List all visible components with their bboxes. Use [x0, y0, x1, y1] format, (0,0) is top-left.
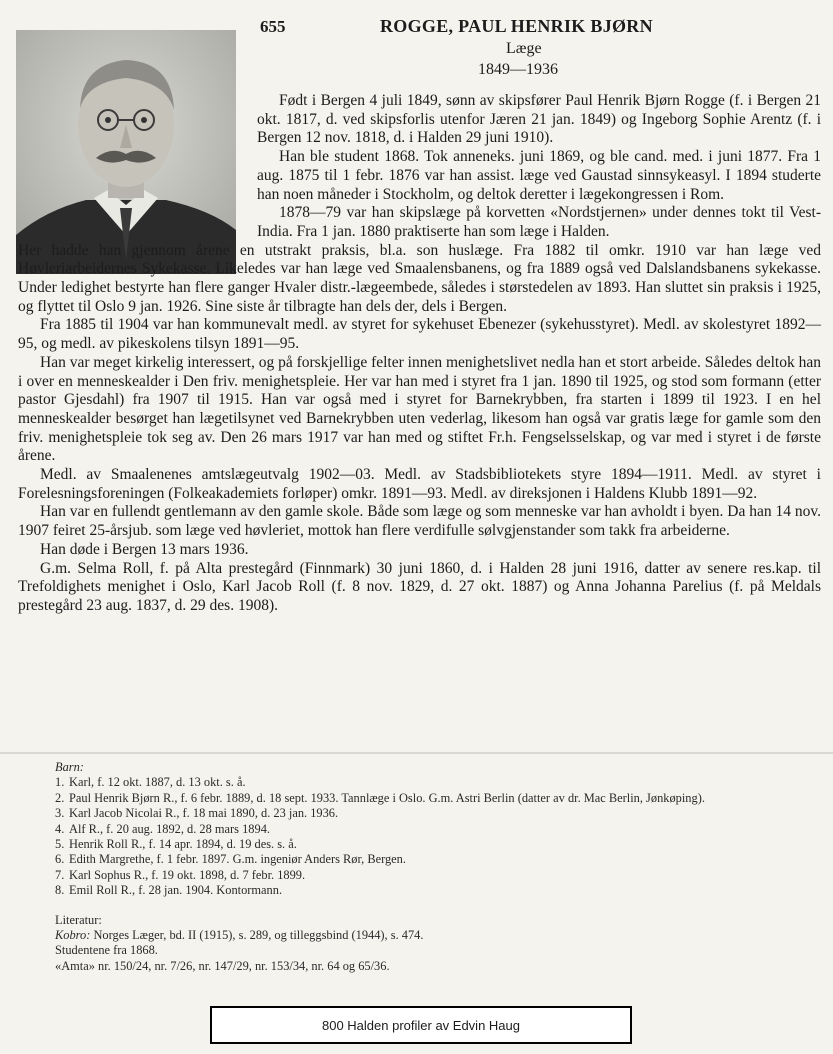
paragraph-ship-doctor: 1878—79 var han skipslæge på korvetten «Nordstjernen» under dennes tokt til Vest-India. Fra 1 jan. 1880 praktiserte han som læge i Halden. [257, 204, 821, 240]
profession: Læge [506, 40, 542, 57]
footnotes [55, 760, 825, 974]
paragraph-board: Fra 1885 til 1904 var han kommunevalt medl. av styret for sykehuset Ebenezer (sykehusstyret). Medl. av skolestyret 1892—95, og medl. av pikeskolens tilsyn 1891—95. [18, 316, 821, 353]
literature-heading: Literatur: [55, 912, 102, 927]
literature-line: «Amta» nr. 150/24, nr. 7/26, nr. 147/29, nr. 153/34, nr. 64 og 65/36. [55, 958, 390, 973]
paragraph-gentleman: Han var en fullendt gentlemann av den gamle skole. Både som læge og som menneske var han avholdt i byen. Da han 14 nov. 1907 feiret 25-årsjub. som læge ved høvleriet, mottok han flere verdifulle sølvgjenstander som takk fra arbeiderne. [18, 503, 821, 540]
list-item: 5. Henrik Roll R., f. 14 apr. 1894, d. 19 des. s. å. [55, 837, 297, 852]
paragraph-education: Han ble student 1868. Tok anneneks. juni 1869, og ble cand. med. i juni 1877. Fra 1 aug. 1875 til 1 febr. 1876 var han assist. læge ved Gaustad sinnsykeasyl. I 1894 studerte han noen måneder i Stockholm, og deltok deretter i lægekongressen i Rom. [257, 148, 821, 203]
list-item: 8. Emil Roll R., f. 28 jan. 1904. Kontormann. [55, 883, 283, 898]
list-item: 6. Edith Margrethe, f. 1 febr. 1897. G.m. ingeniør Anders Rør, Bergen. [55, 852, 406, 867]
page-number: 655 [260, 17, 286, 36]
paragraph-practice: Her hadde han gjennom årene en utstrakt praksis, bl.a. son huslæge. Fra 1882 til omkr. 1910 var han læge ved Høvleriarbeidernes Sykekasse. Likeledes var han læge ved Smaalensbanens, og fra 1889 også ved Dalslandsbanens sykekasse. Under ledighet bestyrte han flere ganger Hvaler distr.-lægeembede, således i størstedelen av 1893. Han sluttet sin praksis i 1925, og flyttet til Oslo 9 jan. 1926. Sine siste år tilbragte han dels der, dels i Bergen. [18, 241, 821, 315]
paragraph-committees: Medl. av Smaalenenes amtslægeutvalg 1902—03. Medl. av Stadsbibliotekets styre 1894—1911. Medl. av styret i Forelesningsforeningen (Folkeakademiets forløper) omkr. 1891—93. Medl. av direksjonen i Haldens Klubb 1891—92. [18, 466, 821, 502]
section-divider [0, 752, 833, 754]
list-item: 7. Karl Sophus R., f. 19 okt. 1898, d. 7 febr. 1899. [55, 867, 306, 882]
paragraph-death: Han døde i Bergen 13 mars 1936. [40, 540, 249, 558]
literature-line: Studentene fra 1868. [55, 943, 158, 958]
paragraph-birth: Født i Bergen 4 juli 1849, sønn av skipsfører Paul Henrik Bjørn Rogge (f. i Bergen 21 okt. 1817, d. ved skipsforlis utenfor Jæren 21 jan. 1849) og Ingeborg Sophie Arentz (f. i Bergen 12 nov. 1818, d. i Halden 29 juni 1910). [257, 92, 821, 147]
list-item: 2. Paul Henrik Bjørn R., f. 6 febr. 1889, d. 18 sept. 1933. Tannlæge i Oslo. G.m. Astri Berlin (datter av dr. Mac Berlin, Jønkøping). [55, 790, 705, 805]
biography-text [0, 92, 833, 616]
caption-box: 800 Halden profiler av Edvin Haug [210, 1006, 632, 1044]
paragraph-church: Han var meget kirkelig interessert, og på forskjellige felter innen menighetslivet nedla han et stort arbeide. Således deltok han i over en menneskealder i Den friv. menighetspleie. Her var han med i styret fra 1 jan. 1890 til 1925, og stod som formann (etter pastor Gjesdahl) fra 1907 til 1915. Han var også med i styret for Barnekrybben, fra starten i 1899 til 1923. I en hel menneskealder besørget han lægetilsynet ved Barnekrybben uten vederlag, likesom han også var gratis læge for gamle som den friv. menighetspleie tok seg av. Den 26 mars 1917 var han med og stiftet Fr.h. Fengselsselskap, og var med i styret i de første årene. [18, 353, 821, 465]
paragraph-marriage: G.m. Selma Roll, f. på Alta prestegård (Finnmark) 30 juni 1860, d. i Halden 28 juni 1916, datter av senere res.kap. til Trefoldighets menighet i Oslo, Karl Jacob Roll (f. 8 nov. 1829, d. 27 okt. 1887) og Anna Johanna Parelius (f. på Meldals prestegård 23 aug. 1837, d. 29 des. 1908). [18, 559, 821, 614]
children-list [55, 775, 825, 898]
person-name: ROGGE, PAUL HENRIK BJØRN [380, 16, 653, 36]
list-item: 4. Alf R., f. 20 aug. 1892, d. 28 mars 1894. [55, 821, 270, 836]
life-years: 1849—1936 [478, 61, 558, 78]
children-heading: Barn: [55, 760, 84, 774]
list-item: 3. Karl Jacob Nicolai R., f. 18 mai 1890, d. 23 jan. 1936. [55, 806, 339, 821]
list-item: 1. Karl, f. 12 okt. 1887, d. 13 okt. s. å. [55, 775, 246, 790]
literature-kobro: Kobro: Norges Læger, bd. II (1915), s. 289, og tilleggsbind (1944), s. 474. [55, 928, 424, 943]
